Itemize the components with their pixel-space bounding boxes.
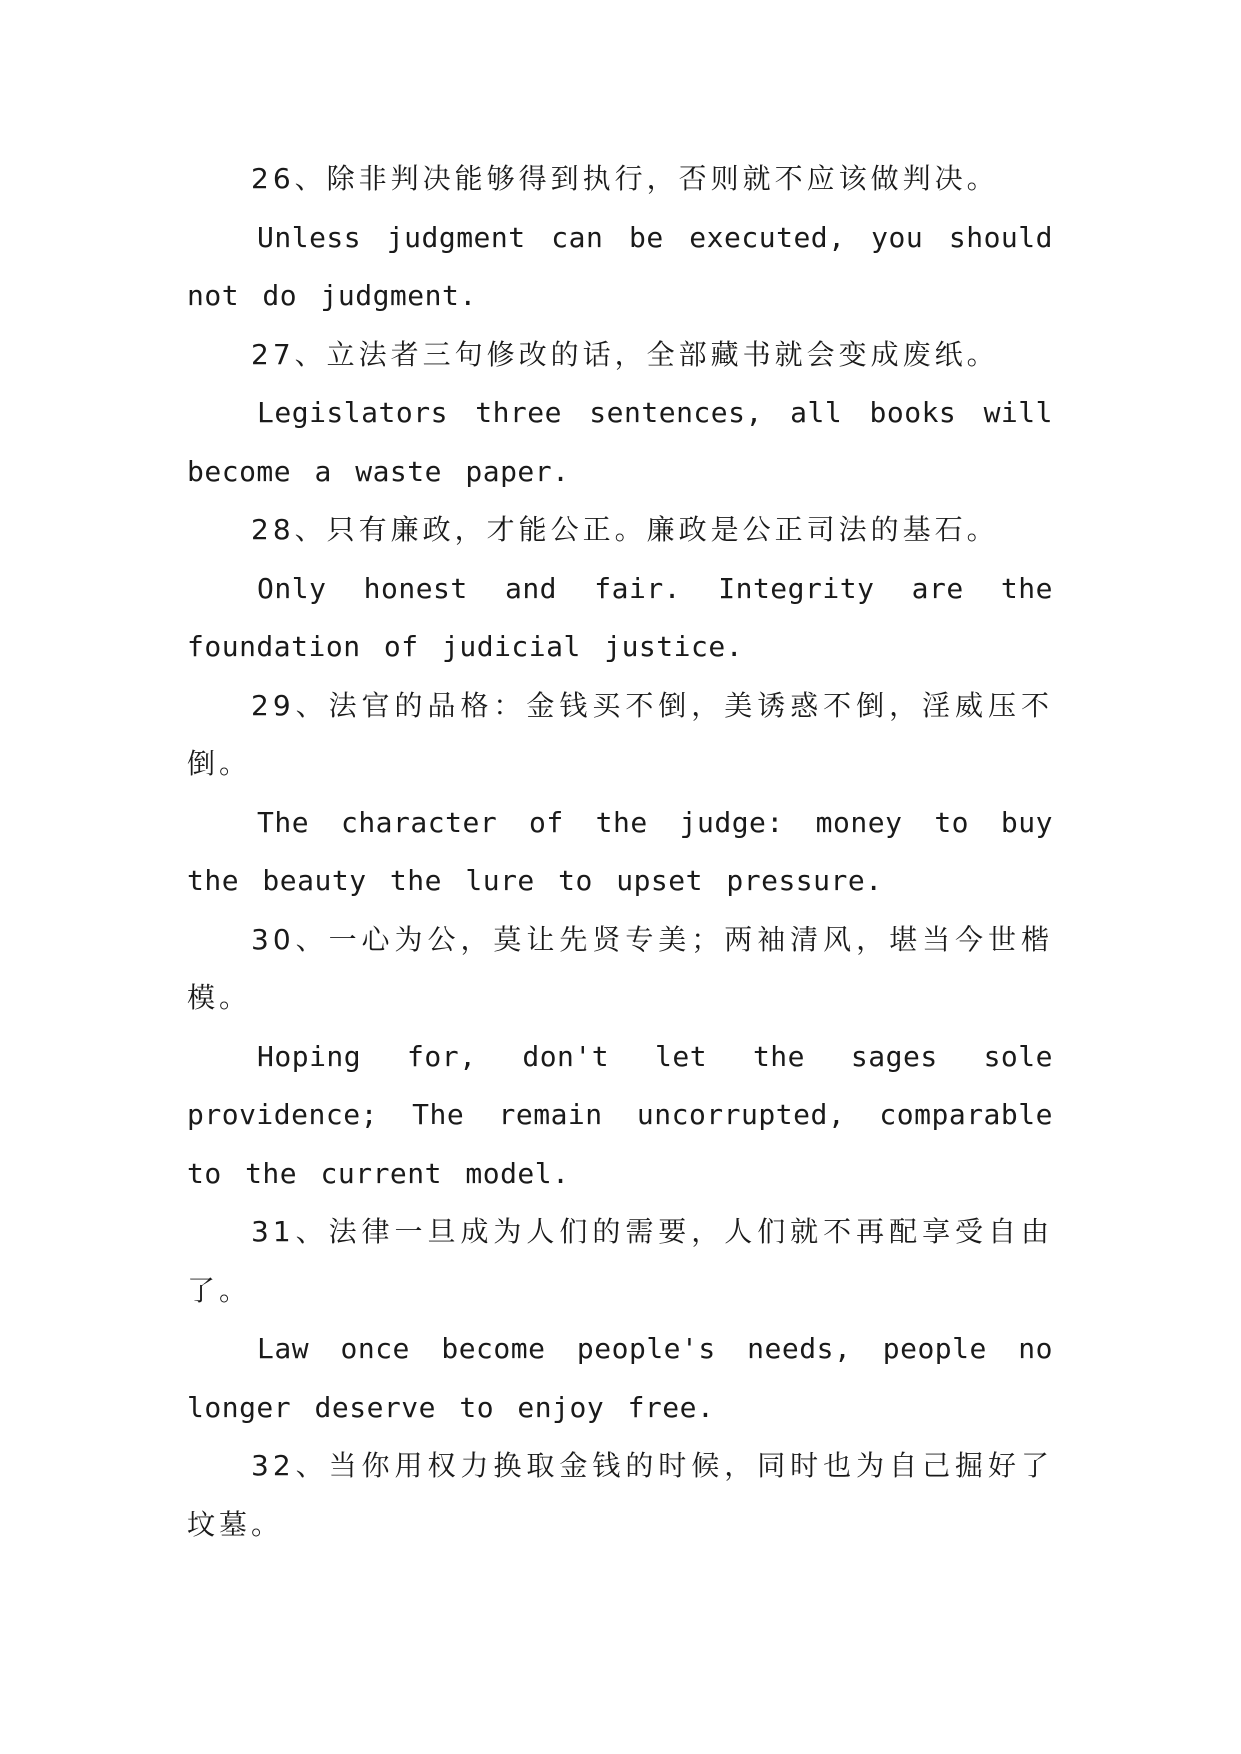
quote-chinese: 29、法官的品格：金钱买不倒，美诱惑不倒，淫威压不倒。 <box>187 688 1053 780</box>
quote-english: Law once become people's needs, people no longer deserve to enjoy free. <box>187 1332 1053 1424</box>
quote-entry-31 <box>187 1203 1053 1437</box>
quote-chinese: 32、当你用权力换取金钱的时候，同时也为自己掘好了坟墓。 <box>187 1449 1053 1541</box>
quote-english: Only honest and fair. Integrity are the foundation of judicial justice. <box>187 571 1053 663</box>
quote-entry-28 <box>187 501 1053 677</box>
quote-chinese: 28、只有廉政，才能公正。廉政是公正司法的基石。 <box>251 513 999 546</box>
quote-english: Legislators three sentences, all books will become a waste paper. <box>187 396 1053 488</box>
quote-chinese: 31、法律一旦成为人们的需要，人们就不再配享受自由了。 <box>187 1215 1053 1307</box>
quote-english: Unless judgment can be executed, you should not do judgment. <box>187 220 1053 312</box>
quote-chinese: 26、除非判决能够得到执行，否则就不应该做判决。 <box>251 162 999 195</box>
document-body <box>187 150 1053 1554</box>
quote-chinese: 30、一心为公，莫让先贤专美；两袖清风，堪当今世楷模。 <box>187 922 1053 1014</box>
quote-chinese: 27、立法者三句修改的话，全部藏书就会变成废纸。 <box>251 337 999 371</box>
quote-entry-30 <box>187 911 1053 1204</box>
quote-entry-29 <box>187 677 1053 911</box>
quote-entry-32 <box>187 1437 1053 1554</box>
quote-entry-26 <box>187 150 1053 326</box>
quote-entry-27 <box>187 326 1053 502</box>
quote-english: The character of the judge: money to buy the beauty the lure to upset pressure. <box>187 805 1053 897</box>
quote-english: Hoping for, don't let the sages sole providence; The remain uncorrupted, comparable to the current model. <box>187 1039 1053 1190</box>
